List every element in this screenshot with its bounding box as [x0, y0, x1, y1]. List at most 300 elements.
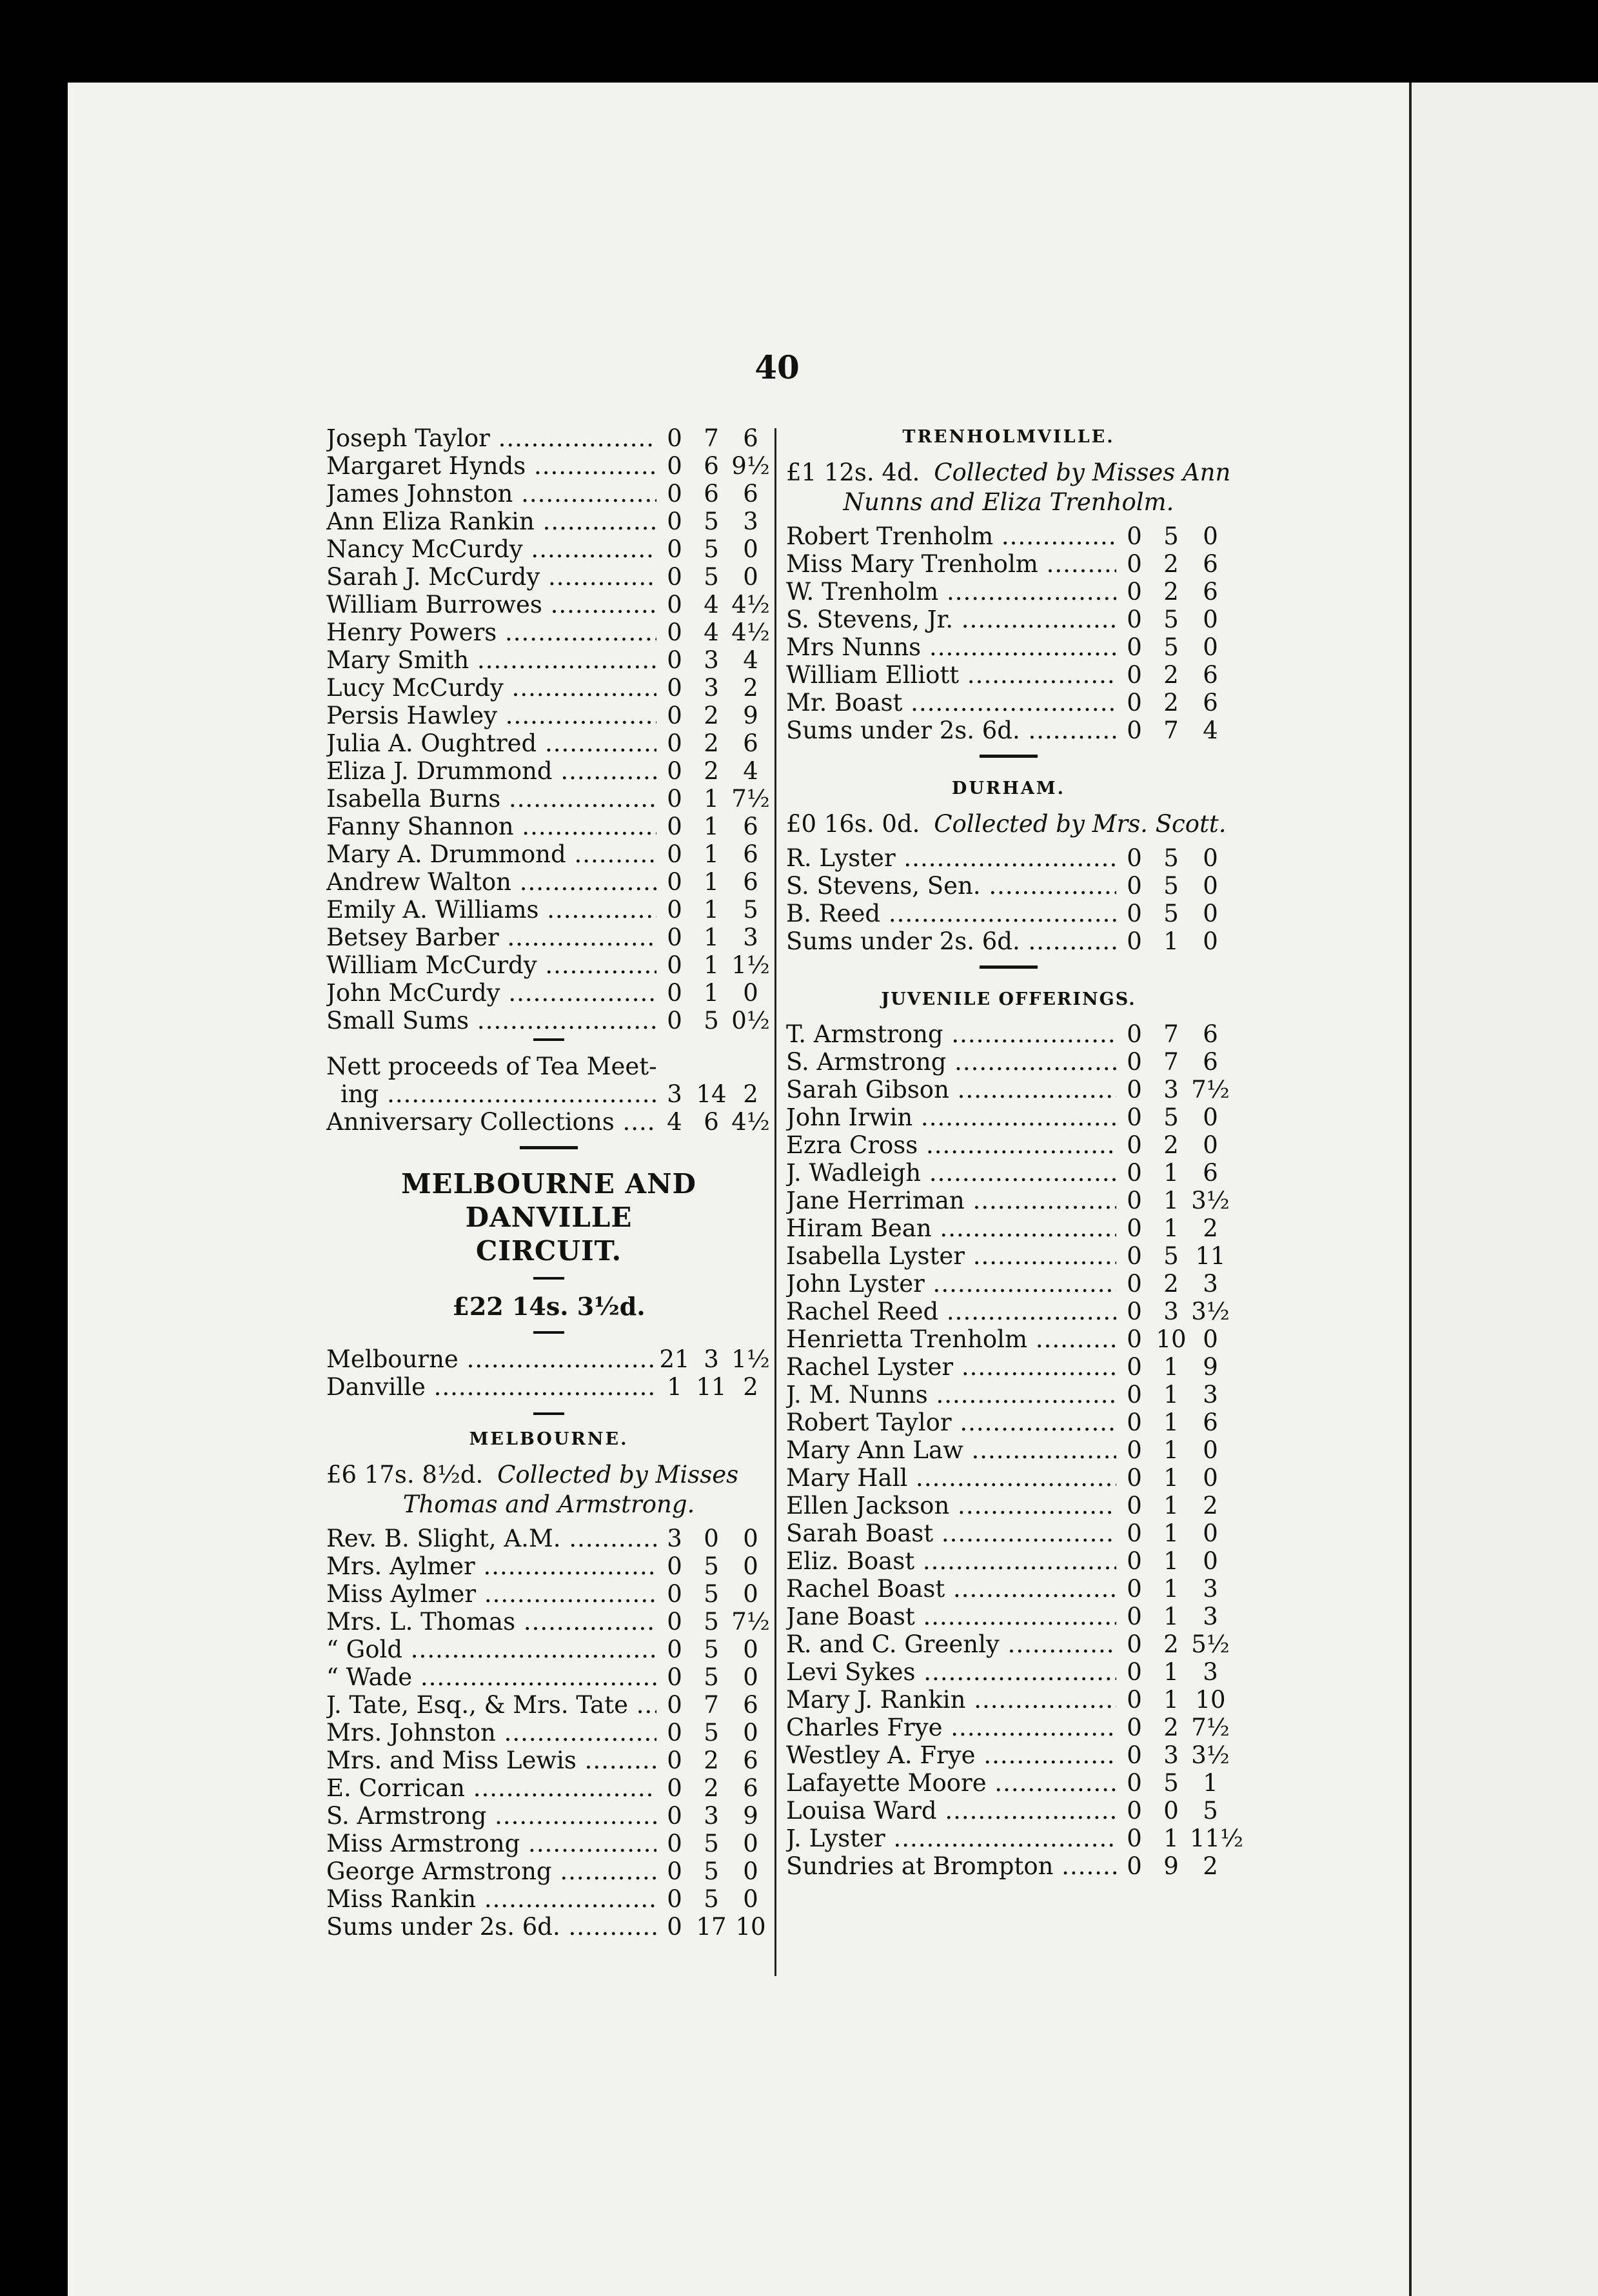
- amount-pounds: 0: [667, 563, 682, 591]
- amount-pence: 0: [1203, 844, 1218, 872]
- entry-name: Isabella Burns .....: [326, 785, 656, 813]
- entry-name: Miss Aylmer .....: [326, 1580, 656, 1608]
- amount-pounds: 0: [1127, 1076, 1142, 1103]
- amount-shillings: 1: [1163, 1825, 1179, 1852]
- amount-pence: 2: [1203, 1852, 1218, 1880]
- amount-shillings: 5: [704, 1608, 719, 1636]
- entry-name: Rev. B. Slight, A.M. .....: [326, 1525, 656, 1552]
- entry-name: R. Lyster .....: [786, 844, 1116, 872]
- list-item: [786, 1575, 1231, 1603]
- entry-name: J. Tate, Esq., & Mrs. Tate .....: [326, 1691, 656, 1719]
- list-item: [786, 1630, 1231, 1658]
- entry-name: Sums under 2s. 6d. .....: [786, 717, 1116, 744]
- amount-shillings: 3: [1163, 1076, 1179, 1103]
- amount-pence: 0: [1203, 1547, 1218, 1575]
- list-item: [326, 1525, 771, 1552]
- amount-pounds: 4: [667, 1108, 682, 1136]
- list-item: [786, 1048, 1231, 1076]
- amount-shillings: 5: [704, 563, 719, 591]
- list-item: [786, 1547, 1231, 1575]
- list-item: [326, 757, 771, 785]
- amount-shillings: 1: [1163, 1159, 1179, 1187]
- amount-pence: 7½: [1191, 1076, 1230, 1103]
- list-item: [786, 1076, 1231, 1103]
- amount-pence: 9: [743, 702, 758, 729]
- list-item: [326, 591, 771, 619]
- amount-pence: 0: [743, 1636, 758, 1663]
- entry-name: John McCurdy .....: [326, 979, 656, 1007]
- amount-shillings: 7: [1163, 717, 1179, 744]
- list-item: [326, 1774, 771, 1802]
- amount-shillings: 9: [1163, 1852, 1179, 1880]
- amount-pence: 0: [1203, 1103, 1218, 1131]
- amount-pence: 2: [743, 1373, 758, 1401]
- amount-pounds: 0: [1127, 1325, 1142, 1353]
- entry-name: Mary A. Drummond .....: [326, 840, 656, 868]
- amount-pounds: 0: [667, 1857, 682, 1885]
- amount-pounds: 0: [1127, 1436, 1142, 1464]
- amount-shillings: 1: [1163, 1686, 1179, 1714]
- list-item: [326, 1691, 771, 1719]
- amount-pounds: 0: [667, 1830, 682, 1857]
- amount-pence: 11½: [1190, 1825, 1243, 1852]
- list-item: [326, 868, 771, 896]
- amount-shillings: 2: [1163, 1630, 1179, 1658]
- amount-pence: 3: [1203, 1603, 1218, 1630]
- entry-name: Mrs. and Miss Lewis .....: [326, 1747, 656, 1774]
- list-item: [786, 1769, 1231, 1797]
- amount-pence: 6: [743, 868, 758, 896]
- list-item: [326, 1802, 771, 1830]
- list-item: [786, 578, 1231, 606]
- list-item: [786, 1686, 1231, 1714]
- amount-pounds: 0: [667, 868, 682, 896]
- amount-shillings: 7: [704, 1691, 719, 1719]
- entry-name: S. Stevens, Jr. .....: [786, 606, 1116, 633]
- amount-shillings: 2: [704, 729, 719, 757]
- amount-pounds: 0: [1127, 1159, 1142, 1187]
- entry-name: Sarah J. McCurdy .....: [326, 563, 656, 591]
- section-rule: [533, 1331, 564, 1334]
- column-divider: [774, 428, 776, 1976]
- entry-name: Rachel Boast .....: [786, 1575, 1116, 1603]
- amount-pounds: 0: [667, 896, 682, 924]
- amount-pence: 3: [743, 508, 758, 535]
- amount-shillings: 1: [1163, 1519, 1179, 1547]
- amount-shillings: 4: [704, 619, 719, 646]
- section-rule: [533, 1412, 564, 1415]
- entry-name: Sundries at Brompton .....: [786, 1852, 1116, 1880]
- entry-name: Small Sums .....: [326, 1007, 656, 1034]
- melbourne-collectors-2: Thomas and Armstrong.: [402, 1490, 695, 1518]
- entry-name: James Johnston .....: [326, 480, 656, 508]
- amount-shillings: 2: [704, 757, 719, 785]
- amount-pounds: 0: [1127, 1048, 1142, 1076]
- subscription-list: [326, 424, 771, 1034]
- durham-heading: DURHAM.: [951, 778, 1066, 798]
- amount-pence: 0: [743, 535, 758, 563]
- amount-pounds: 0: [667, 1885, 682, 1913]
- amount-pence: 6: [1203, 1159, 1218, 1187]
- entry-name: Mary Ann Law .....: [786, 1436, 1116, 1464]
- trenholmville-list: [786, 522, 1231, 744]
- adjacent-page-edge: [1409, 83, 1598, 2296]
- amount-pounds: 0: [1127, 1852, 1142, 1880]
- amount-shillings: 2: [1163, 1270, 1179, 1298]
- list-item: [786, 717, 1231, 744]
- amount-pence: 2: [1203, 1492, 1218, 1519]
- amount-pence: 0: [743, 1663, 758, 1691]
- entry-name: S. Stevens, Sen. .....: [786, 872, 1116, 900]
- amount-pence: 7½: [731, 1608, 770, 1636]
- anniversary-entry: [326, 1108, 771, 1136]
- entry-name: S. Armstrong .....: [786, 1048, 1116, 1076]
- entry-name: Mary Hall .....: [786, 1464, 1116, 1492]
- melbourne-heading: MELBOURNE.: [469, 1429, 629, 1449]
- amount-pounds: 0: [1127, 1492, 1142, 1519]
- list-item: [786, 1492, 1231, 1519]
- amount-shillings: 3: [704, 1345, 719, 1373]
- amount-pounds: 0: [1127, 1409, 1142, 1436]
- entry-name: Henrietta Trenholm .....: [786, 1325, 1116, 1353]
- list-item: [326, 1580, 771, 1608]
- amount-pounds: 0: [667, 674, 682, 702]
- list-item: [326, 785, 771, 813]
- amount-pounds: 0: [667, 729, 682, 757]
- amount-pence: 3: [1203, 1381, 1218, 1409]
- amount-pounds: 0: [1127, 1714, 1142, 1741]
- amount-pence: 3: [1203, 1270, 1218, 1298]
- amount-pounds: 0: [667, 535, 682, 563]
- entry-name: Jane Herriman .....: [786, 1187, 1116, 1214]
- entry-name: Eliza J. Drummond .....: [326, 757, 656, 785]
- section-rule: [980, 965, 1038, 969]
- entry-name: Isabella Lyster .....: [786, 1242, 1116, 1270]
- trenholmville-collected: [786, 458, 1231, 517]
- amount-shillings: 1: [704, 813, 719, 840]
- entry-name: Sums under 2s. 6d. .....: [326, 1913, 656, 1941]
- amount-shillings: 1: [1163, 1658, 1179, 1686]
- amount-pounds: 0: [1127, 1353, 1142, 1381]
- amount-pence: 10: [735, 1913, 766, 1941]
- amount-shillings: 1: [1163, 1409, 1179, 1436]
- list-item: [786, 1270, 1231, 1298]
- trenholmville-collectors-2: Nunns and Eliza Trenholm.: [843, 488, 1174, 516]
- amount-pounds: 0: [1127, 1769, 1142, 1797]
- list-item: [326, 424, 771, 452]
- amount-pence: 0: [1203, 1464, 1218, 1492]
- section-rule: [980, 755, 1038, 758]
- amount-pence: 6: [1203, 1048, 1218, 1076]
- entry-name: Danville .....: [326, 1373, 656, 1401]
- entry-name: Miss Armstrong .....: [326, 1830, 656, 1857]
- amount-shillings: 3: [704, 674, 719, 702]
- amount-pounds: 0: [667, 619, 682, 646]
- amount-pounds: 0: [1127, 717, 1142, 744]
- amount-pounds: 0: [667, 424, 682, 452]
- entry-name: William McCurdy .....: [326, 951, 656, 979]
- list-item: [786, 1103, 1231, 1131]
- entry-name: Sarah Boast .....: [786, 1519, 1116, 1547]
- list-item: [786, 1214, 1231, 1242]
- list-item: [786, 1603, 1231, 1630]
- list-item: [326, 813, 771, 840]
- amount-shillings: 5: [704, 1636, 719, 1663]
- amount-pounds: 0: [1127, 844, 1142, 872]
- amount-shillings: 5: [1163, 872, 1179, 900]
- amount-pounds: 0: [667, 702, 682, 729]
- entry-name: Margaret Hynds .....: [326, 452, 656, 480]
- amount-pence: 7½: [1191, 1714, 1230, 1741]
- amount-shillings: 0: [704, 1525, 719, 1552]
- list-item: [786, 844, 1231, 872]
- entry-name: Mary Smith .....: [326, 646, 656, 674]
- entry-name: Rachel Reed .....: [786, 1298, 1116, 1325]
- list-item: [786, 661, 1231, 689]
- amount-shillings: 5: [1163, 1242, 1179, 1270]
- list-item: [326, 1719, 771, 1747]
- entry-name: J. Wadleigh .....: [786, 1159, 1116, 1187]
- amount-pounds: 0: [1127, 1020, 1142, 1048]
- amount-pounds: 0: [1127, 1825, 1142, 1852]
- amount-pence: 4½: [731, 1108, 770, 1136]
- list-item: [786, 1464, 1231, 1492]
- entry-name: Louisa Ward .....: [786, 1797, 1116, 1825]
- amount-shillings: 5: [704, 1007, 719, 1034]
- amount-pence: 6: [1203, 1020, 1218, 1048]
- amount-pounds: 0: [1127, 1547, 1142, 1575]
- amount-shillings: 11: [696, 1373, 727, 1401]
- amount-shillings: 5: [704, 1663, 719, 1691]
- entry-name: George Armstrong .....: [326, 1857, 656, 1885]
- amount-pence: 4: [1203, 717, 1218, 744]
- amount-pence: 0: [1203, 927, 1218, 955]
- amount-pounds: 0: [1127, 633, 1142, 661]
- amount-pounds: 0: [1127, 550, 1142, 578]
- amount-pence: 0: [743, 1857, 758, 1885]
- amount-shillings: 1: [1163, 1547, 1179, 1575]
- amount-pence: 4: [743, 646, 758, 674]
- entry-name: Emily A. Williams .....: [326, 896, 656, 924]
- entry-name: Ann Eliza Rankin .....: [326, 508, 656, 535]
- amount-pence: 6: [743, 480, 758, 508]
- entry-name: “ Gold .....: [326, 1636, 656, 1663]
- list-item: [786, 522, 1231, 550]
- amount-pence: 1½: [731, 951, 770, 979]
- entry-name: W. Trenholm .....: [786, 578, 1116, 606]
- list-item: [326, 840, 771, 868]
- amount-shillings: 1: [1163, 927, 1179, 955]
- amount-shillings: 2: [704, 1774, 719, 1802]
- amount-pence: 6: [743, 424, 758, 452]
- entry-name: Mary J. Rankin .....: [786, 1686, 1116, 1714]
- circuit-total: £22 14s. 3½d.: [452, 1292, 646, 1321]
- section-rule: [520, 1146, 578, 1149]
- amount-pence: 6: [1203, 550, 1218, 578]
- amount-pence: 0: [743, 563, 758, 591]
- amount-pence: 6: [1203, 689, 1218, 717]
- amount-pounds: 3: [667, 1080, 682, 1108]
- entry-name: William Elliott .....: [786, 661, 1116, 689]
- list-item: [326, 646, 771, 674]
- amount-pence: 0½: [731, 1007, 770, 1034]
- amount-pence: 3: [1203, 1658, 1218, 1686]
- amount-pounds: 0: [1127, 872, 1142, 900]
- amount-pounds: 0: [1127, 689, 1142, 717]
- amount-shillings: 5: [1163, 1769, 1179, 1797]
- amount-shillings: 14: [696, 1080, 727, 1108]
- amount-shillings: 1: [1163, 1381, 1179, 1409]
- amount-pounds: 0: [1127, 578, 1142, 606]
- amount-shillings: 1: [704, 785, 719, 813]
- amount-pounds: 0: [667, 1608, 682, 1636]
- amount-shillings: 3: [1163, 1741, 1179, 1769]
- left-column: [326, 424, 771, 1941]
- entry-name: Henry Powers .....: [326, 619, 656, 646]
- amount-pounds: 0: [1127, 1797, 1142, 1825]
- entry-name: Miss Rankin .....: [326, 1885, 656, 1913]
- juvenile-heading: JUVENILE OFFERINGS.: [881, 989, 1136, 1009]
- list-item: [326, 1830, 771, 1857]
- list-item: [326, 951, 771, 979]
- entry-name: Charles Frye .....: [786, 1714, 1116, 1741]
- amount-shillings: 7: [704, 424, 719, 452]
- amount-pounds: 0: [1127, 1103, 1142, 1131]
- list-item: [326, 619, 771, 646]
- amount-shillings: 5: [704, 1719, 719, 1747]
- list-item: [786, 606, 1231, 633]
- list-item: [786, 927, 1231, 955]
- amount-shillings: 6: [704, 480, 719, 508]
- amount-shillings: 5: [704, 1580, 719, 1608]
- amount-pounds: 0: [667, 1691, 682, 1719]
- entry-name: Fanny Shannon .....: [326, 813, 656, 840]
- entry-name: Levi Sykes .....: [786, 1658, 1116, 1686]
- list-item: [326, 1663, 771, 1691]
- list-item: [786, 872, 1231, 900]
- durham-collected: [786, 809, 1231, 839]
- amount-shillings: 1: [704, 840, 719, 868]
- amount-shillings: 2: [1163, 550, 1179, 578]
- entry-name: Anniversary Collections .....: [326, 1108, 656, 1136]
- amount-shillings: 5: [1163, 844, 1179, 872]
- list-item: [786, 633, 1231, 661]
- entry-name: William Burrowes .....: [326, 591, 656, 619]
- amount-pence: 0: [1203, 1325, 1218, 1353]
- amount-shillings: 6: [704, 1108, 719, 1136]
- amount-pounds: 0: [667, 1774, 682, 1802]
- entry-name: Sums under 2s. 6d. .....: [786, 927, 1116, 955]
- amount-pounds: 0: [1127, 1298, 1142, 1325]
- amount-pence: 6: [1203, 1409, 1218, 1436]
- list-item: [326, 535, 771, 563]
- amount-pence: 6: [743, 729, 758, 757]
- amount-pounds: 0: [1127, 1686, 1142, 1714]
- amount-pounds: 0: [1127, 900, 1142, 927]
- entry-name: Robert Trenholm .....: [786, 522, 1116, 550]
- list-item: [786, 1131, 1231, 1159]
- amount-pence: 6: [743, 1774, 758, 1802]
- amount-shillings: 1: [1163, 1464, 1179, 1492]
- list-item: [326, 1885, 771, 1913]
- amount-pounds: 1: [667, 1373, 682, 1401]
- section-rule: [533, 1277, 564, 1280]
- amount-shillings: 1: [1163, 1353, 1179, 1381]
- amount-shillings: 3: [704, 1802, 719, 1830]
- amount-shillings: 5: [704, 535, 719, 563]
- amount-pence: 0: [743, 1830, 758, 1857]
- entry-name: Miss Mary Trenholm .....: [786, 550, 1116, 578]
- amount-pence: 0: [1203, 872, 1218, 900]
- amount-pounds: 0: [1127, 1214, 1142, 1242]
- entry-name: John Irwin .....: [786, 1103, 1116, 1131]
- amount-pounds: 0: [1127, 1519, 1142, 1547]
- list-item: [786, 1187, 1231, 1214]
- entry-name: Sarah Gibson .....: [786, 1076, 1116, 1103]
- amount-shillings: 1: [704, 868, 719, 896]
- list-item: [326, 979, 771, 1007]
- entry-name: Julia A. Oughtred .....: [326, 729, 656, 757]
- amount-pence: 1½: [731, 1345, 770, 1373]
- list-item: [786, 1159, 1231, 1187]
- amount-shillings: 4: [704, 591, 719, 619]
- amount-pence: 9: [1203, 1353, 1218, 1381]
- right-column: [786, 424, 1243, 1880]
- amount-pence: 4: [743, 757, 758, 785]
- tea-meeting-entry: [326, 1053, 771, 1108]
- amount-shillings: 1: [1163, 1492, 1179, 1519]
- list-item: [786, 1325, 1231, 1353]
- amount-shillings: 5: [1163, 606, 1179, 633]
- amount-pence: 6: [743, 813, 758, 840]
- amount-shillings: 1: [704, 951, 719, 979]
- amount-pounds: 0: [667, 1580, 682, 1608]
- amount-pounds: 0: [667, 840, 682, 868]
- entry-name: Mrs Nunns .....: [786, 633, 1116, 661]
- list-item: [786, 1436, 1231, 1464]
- amount-pence: 6: [743, 1747, 758, 1774]
- amount-pence: 0: [1203, 900, 1218, 927]
- circuit-heading-2: CIRCUIT.: [475, 1235, 622, 1267]
- amount-pounds: 0: [1127, 1187, 1142, 1214]
- list-item: [786, 1741, 1231, 1769]
- amount-pounds: 21: [659, 1345, 690, 1373]
- page-number: 40: [755, 348, 800, 386]
- amount-pence: 1: [1203, 1769, 1218, 1797]
- juvenile-list: [786, 1020, 1243, 1880]
- amount-pounds: 0: [667, 1636, 682, 1663]
- amount-pounds: 0: [667, 757, 682, 785]
- amount-shillings: 1: [1163, 1603, 1179, 1630]
- list-item: [786, 900, 1231, 927]
- list-item: [786, 1381, 1231, 1409]
- entry-name: R. and C. Greenly .....: [786, 1630, 1116, 1658]
- amount-shillings: 1: [1163, 1214, 1179, 1242]
- list-item: [786, 1658, 1231, 1686]
- list-item: [786, 1825, 1243, 1852]
- circuit-heading: MELBOURNE AND DANVILLE: [401, 1168, 696, 1233]
- amount-pounds: 0: [667, 591, 682, 619]
- entry-name: Joseph Taylor .....: [326, 424, 656, 452]
- circuit-list: [326, 1345, 771, 1401]
- list-item: [326, 1345, 771, 1373]
- amount-shillings: 3: [704, 646, 719, 674]
- amount-pounds: 0: [1127, 1131, 1142, 1159]
- amount-pence: 3: [1203, 1575, 1218, 1603]
- list-item: [326, 702, 771, 729]
- amount-pence: 3½: [1191, 1187, 1230, 1214]
- amount-pence: 0: [1203, 1131, 1218, 1159]
